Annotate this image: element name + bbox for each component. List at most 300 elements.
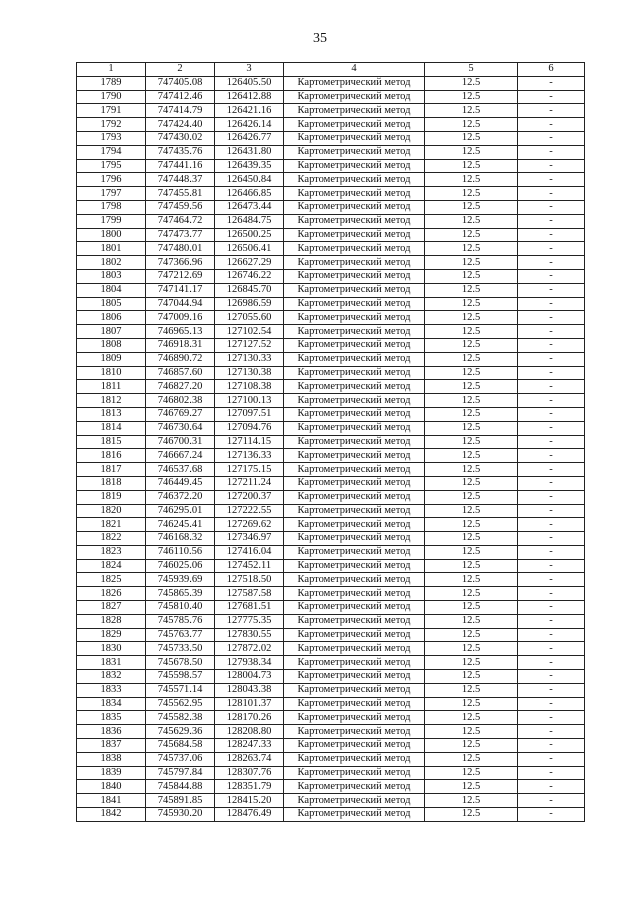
method-cell: Картометрический метод — [284, 269, 425, 283]
method-cell: Картометрический метод — [284, 504, 425, 518]
table-row — [77, 670, 585, 684]
y-coordinate-cell: 127114.15 — [215, 435, 284, 449]
point-number-cell: 1836 — [77, 725, 146, 739]
description-cell: - — [518, 642, 585, 656]
table-row — [77, 601, 585, 615]
method-cell: Картометрический метод — [284, 214, 425, 228]
description-cell: - — [518, 766, 585, 780]
table-row — [77, 587, 585, 601]
y-coordinate-cell: 128004.73 — [215, 670, 284, 684]
description-cell: - — [518, 90, 585, 104]
x-coordinate-cell: 747412.46 — [146, 90, 215, 104]
y-coordinate-cell: 127094.76 — [215, 421, 284, 435]
precision-cell: 12.5 — [425, 808, 518, 822]
description-cell: - — [518, 394, 585, 408]
table-row — [77, 131, 585, 145]
description-cell: - — [518, 159, 585, 173]
column-header: 1 — [77, 63, 146, 77]
x-coordinate-cell: 745891.85 — [146, 794, 215, 808]
y-coordinate-cell: 127108.38 — [215, 380, 284, 394]
y-coordinate-cell: 127872.02 — [215, 642, 284, 656]
table-row — [77, 394, 585, 408]
x-coordinate-cell: 746537.68 — [146, 463, 215, 477]
point-number-cell: 1812 — [77, 394, 146, 408]
x-coordinate-cell: 745737.06 — [146, 752, 215, 766]
x-coordinate-cell: 746802.38 — [146, 394, 215, 408]
precision-cell: 12.5 — [425, 656, 518, 670]
precision-cell: 12.5 — [425, 325, 518, 339]
x-coordinate-cell: 747405.08 — [146, 76, 215, 90]
description-cell: - — [518, 338, 585, 352]
table-row — [77, 808, 585, 822]
y-coordinate-cell: 126421.16 — [215, 104, 284, 118]
x-coordinate-cell: 745810.40 — [146, 601, 215, 615]
x-coordinate-cell: 746918.31 — [146, 338, 215, 352]
y-coordinate-cell: 127200.37 — [215, 490, 284, 504]
precision-cell: 12.5 — [425, 463, 518, 477]
table-row — [77, 794, 585, 808]
point-number-cell: 1798 — [77, 200, 146, 214]
precision-cell: 12.5 — [425, 200, 518, 214]
method-cell: Картометрический метод — [284, 283, 425, 297]
precision-cell: 12.5 — [425, 297, 518, 311]
table-row — [77, 118, 585, 132]
point-number-cell: 1826 — [77, 587, 146, 601]
y-coordinate-cell: 127130.33 — [215, 352, 284, 366]
description-cell: - — [518, 697, 585, 711]
description-cell: - — [518, 173, 585, 187]
table-row — [77, 145, 585, 159]
description-cell: - — [518, 269, 585, 283]
precision-cell: 12.5 — [425, 559, 518, 573]
x-coordinate-cell: 745785.76 — [146, 614, 215, 628]
method-cell: Картометрический метод — [284, 559, 425, 573]
description-cell: - — [518, 683, 585, 697]
description-cell: - — [518, 725, 585, 739]
y-coordinate-cell: 126426.77 — [215, 131, 284, 145]
description-cell: - — [518, 311, 585, 325]
method-cell: Картометрический метод — [284, 573, 425, 587]
description-cell: - — [518, 325, 585, 339]
point-number-cell: 1815 — [77, 435, 146, 449]
precision-cell: 12.5 — [425, 228, 518, 242]
y-coordinate-cell: 127452.11 — [215, 559, 284, 573]
point-number-cell: 1799 — [77, 214, 146, 228]
table-row — [77, 90, 585, 104]
table-row — [77, 518, 585, 532]
precision-cell: 12.5 — [425, 504, 518, 518]
y-coordinate-cell: 126431.80 — [215, 145, 284, 159]
description-cell: - — [518, 628, 585, 642]
y-coordinate-cell: 126627.29 — [215, 256, 284, 270]
point-number-cell: 1811 — [77, 380, 146, 394]
method-cell: Картометрический метод — [284, 794, 425, 808]
point-number-cell: 1837 — [77, 739, 146, 753]
description-cell: - — [518, 794, 585, 808]
column-header: 4 — [284, 63, 425, 77]
y-coordinate-cell: 126845.70 — [215, 283, 284, 297]
precision-cell: 12.5 — [425, 545, 518, 559]
precision-cell: 12.5 — [425, 739, 518, 753]
y-coordinate-cell: 126746.22 — [215, 269, 284, 283]
description-cell: - — [518, 366, 585, 380]
description-cell: - — [518, 421, 585, 435]
x-coordinate-cell: 745582.38 — [146, 711, 215, 725]
method-cell: Картометрический метод — [284, 711, 425, 725]
method-cell: Картометрический метод — [284, 366, 425, 380]
description-cell: - — [518, 118, 585, 132]
point-number-cell: 1792 — [77, 118, 146, 132]
point-number-cell: 1794 — [77, 145, 146, 159]
precision-cell: 12.5 — [425, 256, 518, 270]
description-cell: - — [518, 242, 585, 256]
table-row — [77, 407, 585, 421]
description-cell: - — [518, 76, 585, 90]
description-cell: - — [518, 435, 585, 449]
point-number-cell: 1839 — [77, 766, 146, 780]
x-coordinate-cell: 745733.50 — [146, 642, 215, 656]
y-coordinate-cell: 126439.35 — [215, 159, 284, 173]
precision-cell: 12.5 — [425, 187, 518, 201]
point-number-cell: 1791 — [77, 104, 146, 118]
description-cell: - — [518, 670, 585, 684]
method-cell: Картометрический метод — [284, 297, 425, 311]
y-coordinate-cell: 128307.76 — [215, 766, 284, 780]
method-cell: Картометрический метод — [284, 545, 425, 559]
table-row — [77, 256, 585, 270]
precision-cell: 12.5 — [425, 394, 518, 408]
description-cell: - — [518, 739, 585, 753]
precision-cell: 12.5 — [425, 490, 518, 504]
point-number-cell: 1805 — [77, 297, 146, 311]
point-number-cell: 1803 — [77, 269, 146, 283]
point-number-cell: 1835 — [77, 711, 146, 725]
precision-cell: 12.5 — [425, 173, 518, 187]
method-cell: Картометрический метод — [284, 628, 425, 642]
description-cell: - — [518, 587, 585, 601]
table-row — [77, 338, 585, 352]
description-cell: - — [518, 780, 585, 794]
description-cell: - — [518, 256, 585, 270]
table-row — [77, 573, 585, 587]
method-cell: Картометрический метод — [284, 76, 425, 90]
table-row — [77, 656, 585, 670]
precision-cell: 12.5 — [425, 573, 518, 587]
x-coordinate-cell: 747441.16 — [146, 159, 215, 173]
y-coordinate-cell: 127938.34 — [215, 656, 284, 670]
x-coordinate-cell: 745598.57 — [146, 670, 215, 684]
precision-cell: 12.5 — [425, 118, 518, 132]
method-cell: Картометрический метод — [284, 90, 425, 104]
precision-cell: 12.5 — [425, 407, 518, 421]
x-coordinate-cell: 747435.76 — [146, 145, 215, 159]
description-cell: - — [518, 104, 585, 118]
precision-cell: 12.5 — [425, 435, 518, 449]
description-cell: - — [518, 476, 585, 490]
method-cell: Картометрический метод — [284, 752, 425, 766]
method-cell: Картометрический метод — [284, 173, 425, 187]
y-coordinate-cell: 128101.37 — [215, 697, 284, 711]
point-number-cell: 1840 — [77, 780, 146, 794]
x-coordinate-cell: 747430.02 — [146, 131, 215, 145]
method-cell: Картометрический метод — [284, 780, 425, 794]
method-cell: Картометрический метод — [284, 642, 425, 656]
description-cell: - — [518, 532, 585, 546]
table-row — [77, 173, 585, 187]
method-cell: Картометрический метод — [284, 766, 425, 780]
y-coordinate-cell: 127681.51 — [215, 601, 284, 615]
y-coordinate-cell: 126506.41 — [215, 242, 284, 256]
y-coordinate-cell: 128476.49 — [215, 808, 284, 822]
table-row — [77, 739, 585, 753]
method-cell: Картометрический метод — [284, 311, 425, 325]
x-coordinate-cell: 747459.56 — [146, 200, 215, 214]
column-header: 3 — [215, 63, 284, 77]
y-coordinate-cell: 127222.55 — [215, 504, 284, 518]
precision-cell: 12.5 — [425, 683, 518, 697]
point-number-cell: 1813 — [77, 407, 146, 421]
method-cell: Картометрический метод — [284, 683, 425, 697]
precision-cell: 12.5 — [425, 269, 518, 283]
method-cell: Картометрический метод — [284, 104, 425, 118]
point-number-cell: 1841 — [77, 794, 146, 808]
point-number-cell: 1829 — [77, 628, 146, 642]
y-coordinate-cell: 128208.80 — [215, 725, 284, 739]
x-coordinate-cell: 746168.32 — [146, 532, 215, 546]
table-row — [77, 766, 585, 780]
x-coordinate-cell: 745844.88 — [146, 780, 215, 794]
point-number-cell: 1816 — [77, 449, 146, 463]
table-row — [77, 545, 585, 559]
method-cell: Картометрический метод — [284, 352, 425, 366]
point-number-cell: 1806 — [77, 311, 146, 325]
precision-cell: 12.5 — [425, 145, 518, 159]
method-cell: Картометрический метод — [284, 697, 425, 711]
point-number-cell: 1807 — [77, 325, 146, 339]
x-coordinate-cell: 746857.60 — [146, 366, 215, 380]
point-number-cell: 1818 — [77, 476, 146, 490]
precision-cell: 12.5 — [425, 476, 518, 490]
table-row — [77, 711, 585, 725]
table-body — [77, 76, 585, 821]
x-coordinate-cell: 747473.77 — [146, 228, 215, 242]
description-cell: - — [518, 297, 585, 311]
description-cell: - — [518, 187, 585, 201]
point-number-cell: 1808 — [77, 338, 146, 352]
table-row — [77, 242, 585, 256]
method-cell: Картометрический метод — [284, 421, 425, 435]
point-number-cell: 1824 — [77, 559, 146, 573]
x-coordinate-cell: 745571.14 — [146, 683, 215, 697]
point-number-cell: 1802 — [77, 256, 146, 270]
x-coordinate-cell: 747464.72 — [146, 214, 215, 228]
y-coordinate-cell: 127211.24 — [215, 476, 284, 490]
x-coordinate-cell: 745797.84 — [146, 766, 215, 780]
table-row — [77, 449, 585, 463]
point-number-cell: 1800 — [77, 228, 146, 242]
y-coordinate-cell: 128351.79 — [215, 780, 284, 794]
description-cell: - — [518, 545, 585, 559]
point-number-cell: 1796 — [77, 173, 146, 187]
precision-cell: 12.5 — [425, 380, 518, 394]
precision-cell: 12.5 — [425, 131, 518, 145]
y-coordinate-cell: 127136.33 — [215, 449, 284, 463]
y-coordinate-cell: 126412.88 — [215, 90, 284, 104]
precision-cell: 12.5 — [425, 601, 518, 615]
description-cell: - — [518, 504, 585, 518]
method-cell: Картометрический метод — [284, 490, 425, 504]
precision-cell: 12.5 — [425, 366, 518, 380]
table-row — [77, 200, 585, 214]
point-number-cell: 1809 — [77, 352, 146, 366]
method-cell: Картометрический метод — [284, 338, 425, 352]
method-cell: Картометрический метод — [284, 242, 425, 256]
y-coordinate-cell: 128415.20 — [215, 794, 284, 808]
y-coordinate-cell: 126500.25 — [215, 228, 284, 242]
point-number-cell: 1817 — [77, 463, 146, 477]
column-header: 5 — [425, 63, 518, 77]
x-coordinate-cell: 745865.39 — [146, 587, 215, 601]
description-cell: - — [518, 214, 585, 228]
point-number-cell: 1831 — [77, 656, 146, 670]
method-cell: Картометрический метод — [284, 131, 425, 145]
x-coordinate-cell: 747480.01 — [146, 242, 215, 256]
precision-cell: 12.5 — [425, 311, 518, 325]
method-cell: Картометрический метод — [284, 145, 425, 159]
precision-cell: 12.5 — [425, 752, 518, 766]
x-coordinate-cell: 747414.79 — [146, 104, 215, 118]
table-row — [77, 159, 585, 173]
method-cell: Картометрический метод — [284, 407, 425, 421]
table-row — [77, 504, 585, 518]
y-coordinate-cell: 126405.50 — [215, 76, 284, 90]
precision-cell: 12.5 — [425, 104, 518, 118]
point-number-cell: 1833 — [77, 683, 146, 697]
x-coordinate-cell: 746025.06 — [146, 559, 215, 573]
page-number: 35 — [313, 31, 327, 46]
table-row — [77, 297, 585, 311]
y-coordinate-cell: 127346.97 — [215, 532, 284, 546]
point-number-cell: 1842 — [77, 808, 146, 822]
y-coordinate-cell: 127102.54 — [215, 325, 284, 339]
description-cell: - — [518, 614, 585, 628]
point-number-cell: 1801 — [77, 242, 146, 256]
coordinates-table — [76, 62, 585, 822]
table-row — [77, 214, 585, 228]
y-coordinate-cell: 126484.75 — [215, 214, 284, 228]
point-number-cell: 1827 — [77, 601, 146, 615]
point-number-cell: 1814 — [77, 421, 146, 435]
point-number-cell: 1821 — [77, 518, 146, 532]
precision-cell: 12.5 — [425, 518, 518, 532]
table-row — [77, 325, 585, 339]
precision-cell: 12.5 — [425, 90, 518, 104]
description-cell: - — [518, 573, 585, 587]
method-cell: Картометрический метод — [284, 518, 425, 532]
x-coordinate-cell: 747044.94 — [146, 297, 215, 311]
table-row — [77, 463, 585, 477]
point-number-cell: 1789 — [77, 76, 146, 90]
point-number-cell: 1819 — [77, 490, 146, 504]
method-cell: Картометрический метод — [284, 808, 425, 822]
x-coordinate-cell: 746110.56 — [146, 545, 215, 559]
x-coordinate-cell: 746449.45 — [146, 476, 215, 490]
precision-cell: 12.5 — [425, 780, 518, 794]
x-coordinate-cell: 745930.20 — [146, 808, 215, 822]
y-coordinate-cell: 126986.59 — [215, 297, 284, 311]
y-coordinate-cell: 126426.14 — [215, 118, 284, 132]
description-cell: - — [518, 490, 585, 504]
y-coordinate-cell: 127775.35 — [215, 614, 284, 628]
point-number-cell: 1795 — [77, 159, 146, 173]
table-row — [77, 283, 585, 297]
method-cell: Картометрический метод — [284, 614, 425, 628]
method-cell: Картометрический метод — [284, 725, 425, 739]
table-row — [77, 490, 585, 504]
precision-cell: 12.5 — [425, 338, 518, 352]
table-row — [77, 780, 585, 794]
table-row — [77, 628, 585, 642]
table-row — [77, 559, 585, 573]
method-cell: Картометрический метод — [284, 118, 425, 132]
table-row — [77, 421, 585, 435]
table-header-row — [77, 63, 585, 77]
description-cell: - — [518, 601, 585, 615]
point-number-cell: 1838 — [77, 752, 146, 766]
x-coordinate-cell: 745763.77 — [146, 628, 215, 642]
point-number-cell: 1820 — [77, 504, 146, 518]
y-coordinate-cell: 126473.44 — [215, 200, 284, 214]
table-row — [77, 269, 585, 283]
precision-cell: 12.5 — [425, 725, 518, 739]
method-cell: Картометрический метод — [284, 256, 425, 270]
precision-cell: 12.5 — [425, 352, 518, 366]
point-number-cell: 1825 — [77, 573, 146, 587]
point-number-cell: 1790 — [77, 90, 146, 104]
precision-cell: 12.5 — [425, 642, 518, 656]
precision-cell: 12.5 — [425, 532, 518, 546]
table-row — [77, 683, 585, 697]
method-cell: Картометрический метод — [284, 187, 425, 201]
y-coordinate-cell: 127416.04 — [215, 545, 284, 559]
x-coordinate-cell: 746890.72 — [146, 352, 215, 366]
x-coordinate-cell: 747448.37 — [146, 173, 215, 187]
table-row — [77, 435, 585, 449]
table-row — [77, 532, 585, 546]
table-row — [77, 725, 585, 739]
x-coordinate-cell: 746827.20 — [146, 380, 215, 394]
y-coordinate-cell: 128043.38 — [215, 683, 284, 697]
point-number-cell: 1823 — [77, 545, 146, 559]
y-coordinate-cell: 127518.50 — [215, 573, 284, 587]
point-number-cell: 1822 — [77, 532, 146, 546]
x-coordinate-cell: 746769.27 — [146, 407, 215, 421]
description-cell: - — [518, 449, 585, 463]
method-cell: Картометрический метод — [284, 435, 425, 449]
y-coordinate-cell: 127269.62 — [215, 518, 284, 532]
precision-cell: 12.5 — [425, 449, 518, 463]
description-cell: - — [518, 145, 585, 159]
description-cell: - — [518, 407, 585, 421]
table-row — [77, 187, 585, 201]
x-coordinate-cell: 745678.50 — [146, 656, 215, 670]
point-number-cell: 1834 — [77, 697, 146, 711]
precision-cell: 12.5 — [425, 242, 518, 256]
method-cell: Картометрический метод — [284, 670, 425, 684]
x-coordinate-cell: 747366.96 — [146, 256, 215, 270]
x-coordinate-cell: 746245.41 — [146, 518, 215, 532]
table-row — [77, 352, 585, 366]
